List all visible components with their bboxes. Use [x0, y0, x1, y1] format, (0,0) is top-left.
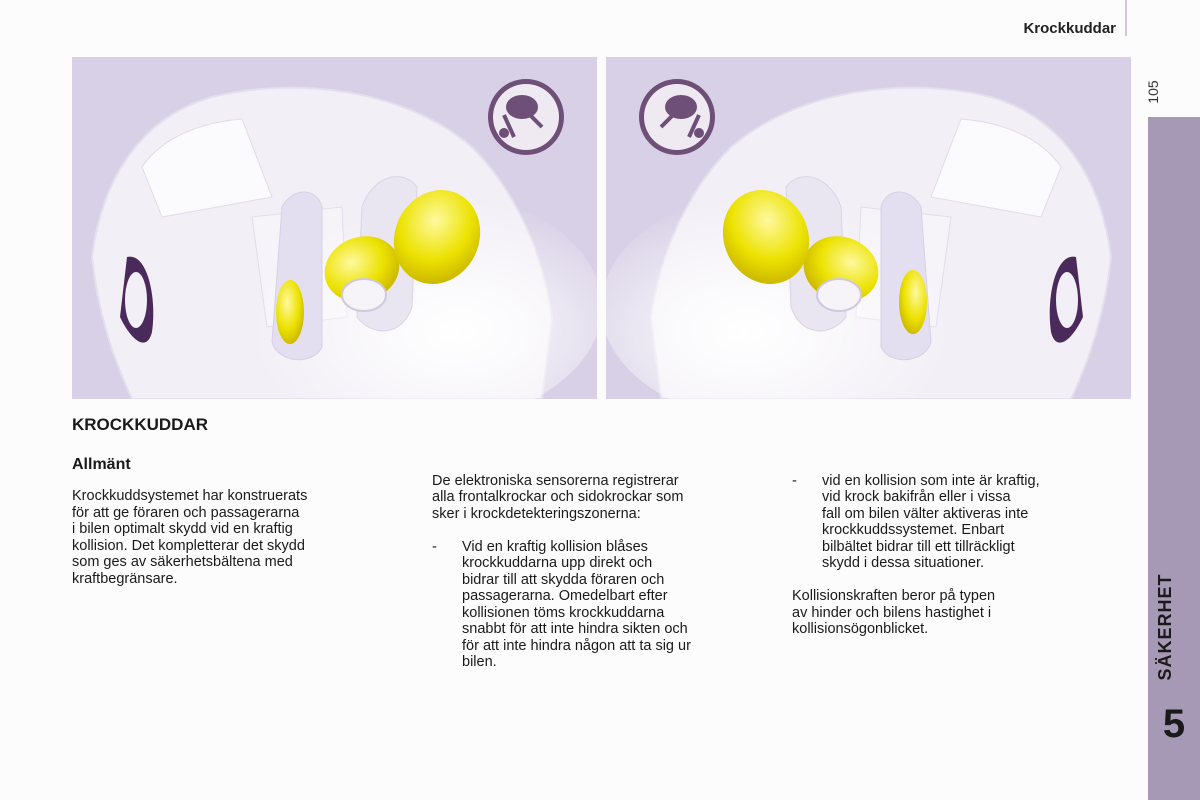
intro-paragraph: Krockkuddsystemet har konstruerats för att ge föraren och passagerarna i bilen optimalt skydd vid en kraftig kollision. Det kompletterar det skydd som ges av säkerhetsbältena med kraftbegränsare. [72, 488, 308, 587]
closing-paragraph: Kollisionskraften beror på typen av hinder och bilens hastighet i kollisionsögonblicket. [792, 588, 996, 637]
bullet-dash: - [792, 472, 797, 489]
bullet-text: Vid en kraftig kollision blåses krockkuddarna upp direkt och bidrar till att skydda föraren och passagerarna. Omedelbart efter kollisionen töms krockkuddarna snabbt för att inte hindra sikten och för att inte hindra någon att ta sig ur bilen. [462, 538, 691, 670]
sensors-column [432, 456, 772, 687]
chapter-label: SÄKERHET [1155, 573, 1175, 681]
airbag-illustration-left [72, 57, 597, 399]
bullet-dash: - [432, 538, 437, 555]
airbag-illustration-right [606, 57, 1131, 399]
list-item [792, 473, 1132, 572]
list-item [432, 539, 772, 671]
bullet-text: vid en kollision som inte är kraftig, vid krock bakifrån eller i vissa fall om bilen välter aktiveras inte krockkuddssystemet. Enbart bilbältet bidrar till ett tillräckligt skydd i dessa situationer. [822, 472, 1040, 571]
chapter-number: 5 [1162, 702, 1186, 746]
page-number: 105 [1145, 80, 1161, 104]
subsection-title: Allmänt [72, 456, 131, 473]
header-divider [1125, 0, 1127, 36]
sensors-intro: De elektroniska sensorerna registrerar alla frontalkrockar och sidokrockar som sker i krockdetekteringszonerna: [432, 472, 684, 522]
section-title: KROCKKUDDAR [72, 415, 208, 434]
header-title: Krockkuddar [1023, 20, 1116, 37]
exceptions-column [792, 456, 1132, 654]
